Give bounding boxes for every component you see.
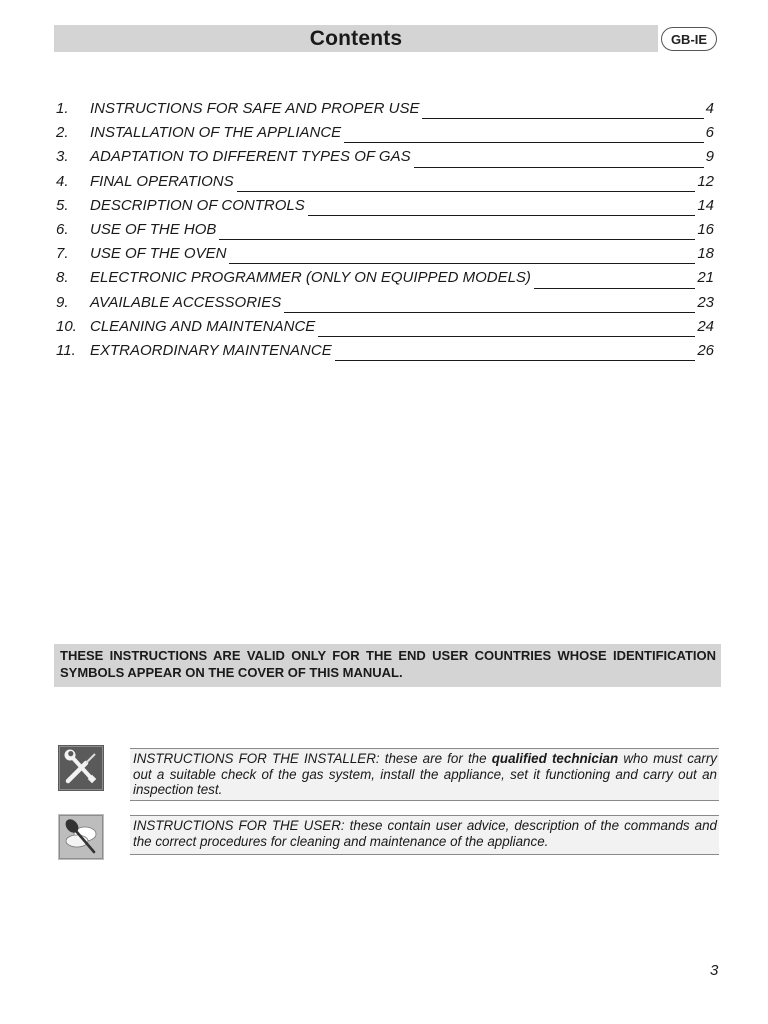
toc-number: 10. (56, 317, 77, 335)
toc-page: 18 (697, 245, 714, 263)
toc-number: 8. (56, 269, 69, 287)
toc-leader-line (318, 336, 695, 337)
toc-number: 2. (56, 124, 69, 142)
toc-entry[interactable] (56, 294, 714, 318)
qualified-technician-emphasis: qualified technician (491, 751, 619, 766)
toc-title: USE OF THE OVEN (90, 245, 227, 263)
toc-title: INSTALLATION OF THE APPLIANCE (90, 124, 342, 142)
toc-leader-line (344, 142, 703, 143)
installer-instructions (130, 748, 719, 801)
toc-title: EXTRAORDINARY MAINTENANCE (90, 341, 332, 359)
toc-title: AVAILABLE ACCESSORIES (90, 293, 282, 311)
toc-title: CLEANING AND MAINTENANCE (90, 317, 316, 335)
installer-text-start: INSTRUCTIONS FOR THE INSTALLER: these are for the (133, 751, 492, 766)
toc-page: 16 (697, 220, 714, 238)
toc-entry[interactable] (56, 148, 714, 172)
toc-entry[interactable] (56, 318, 714, 342)
toc-leader-line (229, 263, 695, 264)
toc-page: 26 (697, 341, 714, 359)
toc-title: DESCRIPTION OF CONTROLS (90, 196, 305, 214)
toc-entry[interactable] (56, 124, 714, 148)
page-title: Contents (309, 26, 403, 50)
toc-number: 7. (56, 245, 69, 263)
toc-page: 12 (697, 172, 714, 190)
toc-page: 4 (705, 100, 714, 117)
toc-entry[interactable] (56, 245, 714, 269)
page-number: 3 (710, 962, 719, 979)
toc-entry[interactable] (56, 269, 714, 293)
table-of-contents (56, 100, 714, 366)
toc-page: 24 (697, 317, 714, 335)
installer-text-end: who must carry out a suitable check of the gas system, install the appliance, set it functioning and carry out an inspection test. (133, 751, 717, 798)
toc-leader-line (414, 167, 704, 168)
toc-number: 9. (56, 293, 69, 311)
toc-number: 1. (56, 100, 69, 117)
toc-title: FINAL OPERATIONS (90, 172, 234, 190)
toc-number: 6. (56, 220, 69, 238)
toc-entry[interactable] (56, 173, 714, 197)
toc-title: USE OF THE HOB (90, 220, 217, 238)
toc-entry[interactable] (56, 221, 714, 245)
toc-number: 4. (56, 172, 69, 190)
user-instructions: INSTRUCTIONS FOR THE USER: these contain user advice, description of the commands and the correct procedures for cleaning and maintenance of the appliance. (130, 815, 719, 855)
toc-leader-line (284, 312, 695, 313)
toc-entry[interactable] (56, 197, 714, 221)
toc-entry[interactable] (56, 100, 714, 124)
toc-title: ELECTRONIC PROGRAMMER (ONLY ON EQUIPPED MODELS) (90, 269, 531, 287)
toc-leader-line (237, 191, 696, 192)
toc-title: INSTRUCTIONS FOR SAFE AND PROPER USE (90, 100, 420, 117)
toc-page: 14 (697, 196, 714, 214)
toc-title: ADAPTATION TO DIFFERENT TYPES OF GAS (90, 148, 411, 166)
toc-entry[interactable] (56, 342, 714, 366)
toc-page: 6 (705, 124, 714, 142)
tools-icon (58, 745, 104, 791)
toc-number: 3. (56, 148, 69, 166)
toc-page: 9 (705, 148, 714, 166)
contents-header (54, 25, 658, 52)
toc-number: 5. (56, 196, 69, 214)
toc-number: 11. (56, 341, 76, 359)
toc-leader-line (219, 239, 695, 240)
toc-leader-line (534, 288, 695, 289)
toc-leader-line (335, 360, 696, 361)
toc-leader-line (422, 118, 703, 119)
toc-page: 23 (697, 293, 714, 311)
toc-leader-line (308, 215, 696, 216)
chef-spoon-icon (58, 814, 104, 860)
toc-page: 21 (697, 269, 714, 287)
country-badge: GB-IE (661, 27, 717, 51)
validity-notice: THESE INSTRUCTIONS ARE VALID ONLY FOR THE END USER COUNTRIES WHOSE IDENTIFICATION SYMBOLS APPEAR ON THE COVER OF THIS MANUAL. (54, 644, 721, 687)
